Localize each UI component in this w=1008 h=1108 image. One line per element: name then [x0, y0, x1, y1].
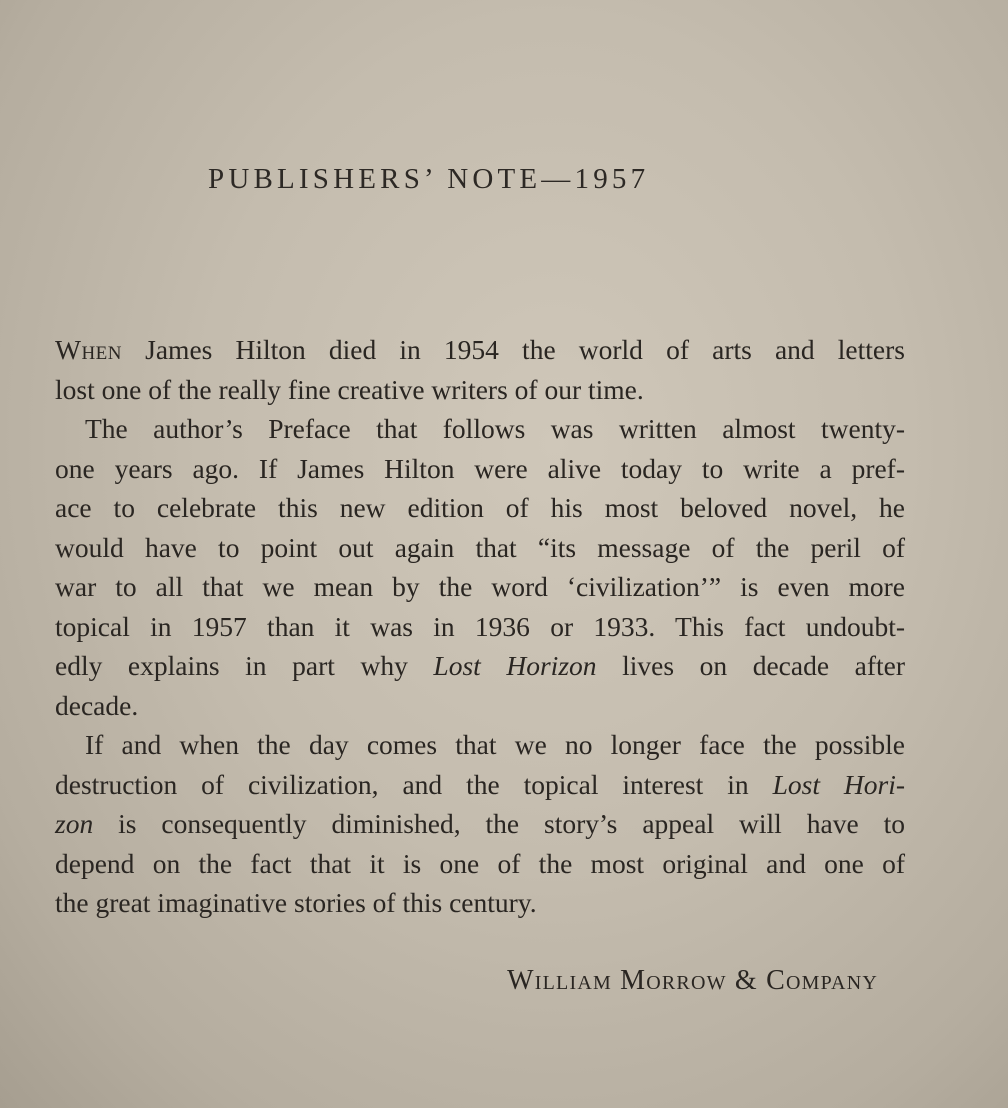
text-line: edly explains in part why Lost Horizon lives on decade after	[55, 650, 905, 681]
text-line: war to all that we mean by the word ‘civilization’” is even more	[55, 571, 905, 602]
text-line: decade.	[55, 689, 139, 721]
publisher-signature: William Morrow & Company	[507, 965, 878, 996]
text-line: The author’s Preface that follows was written almost twenty-	[85, 413, 905, 444]
book-title: Lost Horizon	[433, 650, 597, 681]
page-heading: PUBLISHERS’ NOTE—1957	[208, 163, 650, 195]
text-line: the great imaginative stories of this century.	[55, 887, 537, 918]
text-line: If and when the day comes that we no longer face the possible	[85, 729, 905, 760]
text-line: When James Hilton died in 1954 the world of arts and letters	[55, 334, 905, 365]
text-line: zon is consequently diminished, the story’s appeal will have to	[55, 808, 905, 839]
text-line: topical in 1957 than it was in 1936 or 1933. This fact undoubt-	[55, 610, 905, 642]
drop-small-caps-word: When	[55, 334, 123, 365]
book-title: zon	[55, 808, 94, 839]
text-line: depend on the fact that it is one of the most original and one of	[55, 847, 905, 879]
text-line: lost one of the really fine creative writers of our time.	[55, 373, 644, 405]
text-line: one years ago. If James Hilton were alive today to write a pref-	[55, 452, 905, 484]
text-line: destruction of civilization, and the topical interest in Lost Hori-	[55, 768, 906, 800]
publishers-note-body	[55, 330, 905, 923]
book-title: Lost Hori-	[772, 768, 906, 800]
text-line: ace to celebrate this new edition of his most beloved novel, he	[55, 492, 905, 523]
text-line: would have to point out again that “its message of the peril of	[55, 531, 905, 563]
